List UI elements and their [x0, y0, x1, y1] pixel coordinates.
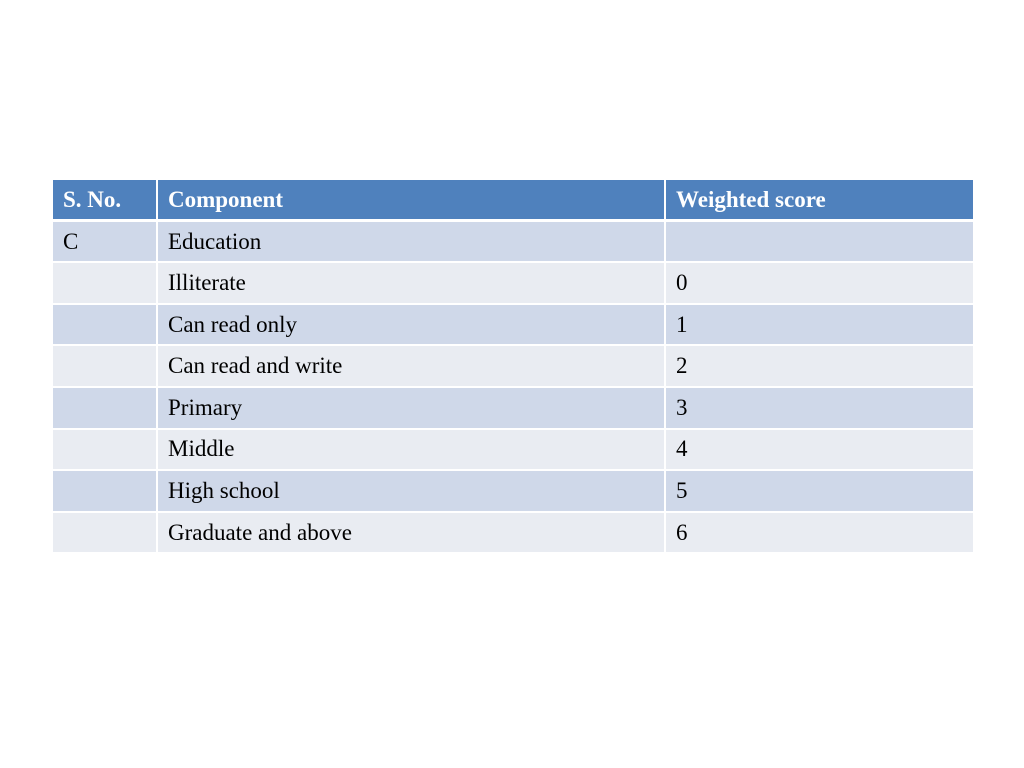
- cell-weighted-score: 0: [665, 262, 974, 304]
- cell-sno: C: [52, 221, 157, 263]
- table-row: [52, 221, 974, 263]
- table-header-row: [52, 179, 974, 221]
- cell-sno: [52, 304, 157, 346]
- cell-sno: [52, 387, 157, 429]
- table-row: [52, 470, 974, 512]
- table-row: [52, 304, 974, 346]
- cell-weighted-score: 4: [665, 429, 974, 471]
- table-row: [52, 429, 974, 471]
- table-row: [52, 387, 974, 429]
- cell-sno: [52, 429, 157, 471]
- header-component: Component: [157, 179, 665, 221]
- cell-sno: [52, 470, 157, 512]
- cell-weighted-score: 5: [665, 470, 974, 512]
- cell-component: Graduate and above: [157, 512, 665, 554]
- cell-weighted-score: 6: [665, 512, 974, 554]
- cell-component: Can read only: [157, 304, 665, 346]
- cell-sno: [52, 345, 157, 387]
- cell-weighted-score: 3: [665, 387, 974, 429]
- table-row: [52, 512, 974, 554]
- education-score-table: [51, 178, 975, 554]
- cell-sno: [52, 262, 157, 304]
- table-row: [52, 262, 974, 304]
- cell-component: Illiterate: [157, 262, 665, 304]
- cell-component: Can read and write: [157, 345, 665, 387]
- cell-component: Primary: [157, 387, 665, 429]
- cell-weighted-score: 1: [665, 304, 974, 346]
- table-row: [52, 345, 974, 387]
- cell-component: Education: [157, 221, 665, 263]
- cell-component: High school: [157, 470, 665, 512]
- header-weighted-score: Weighted score: [665, 179, 974, 221]
- header-sno: S. No.: [52, 179, 157, 221]
- cell-weighted-score: [665, 221, 974, 263]
- cell-sno: [52, 512, 157, 554]
- cell-component: Middle: [157, 429, 665, 471]
- cell-weighted-score: 2: [665, 345, 974, 387]
